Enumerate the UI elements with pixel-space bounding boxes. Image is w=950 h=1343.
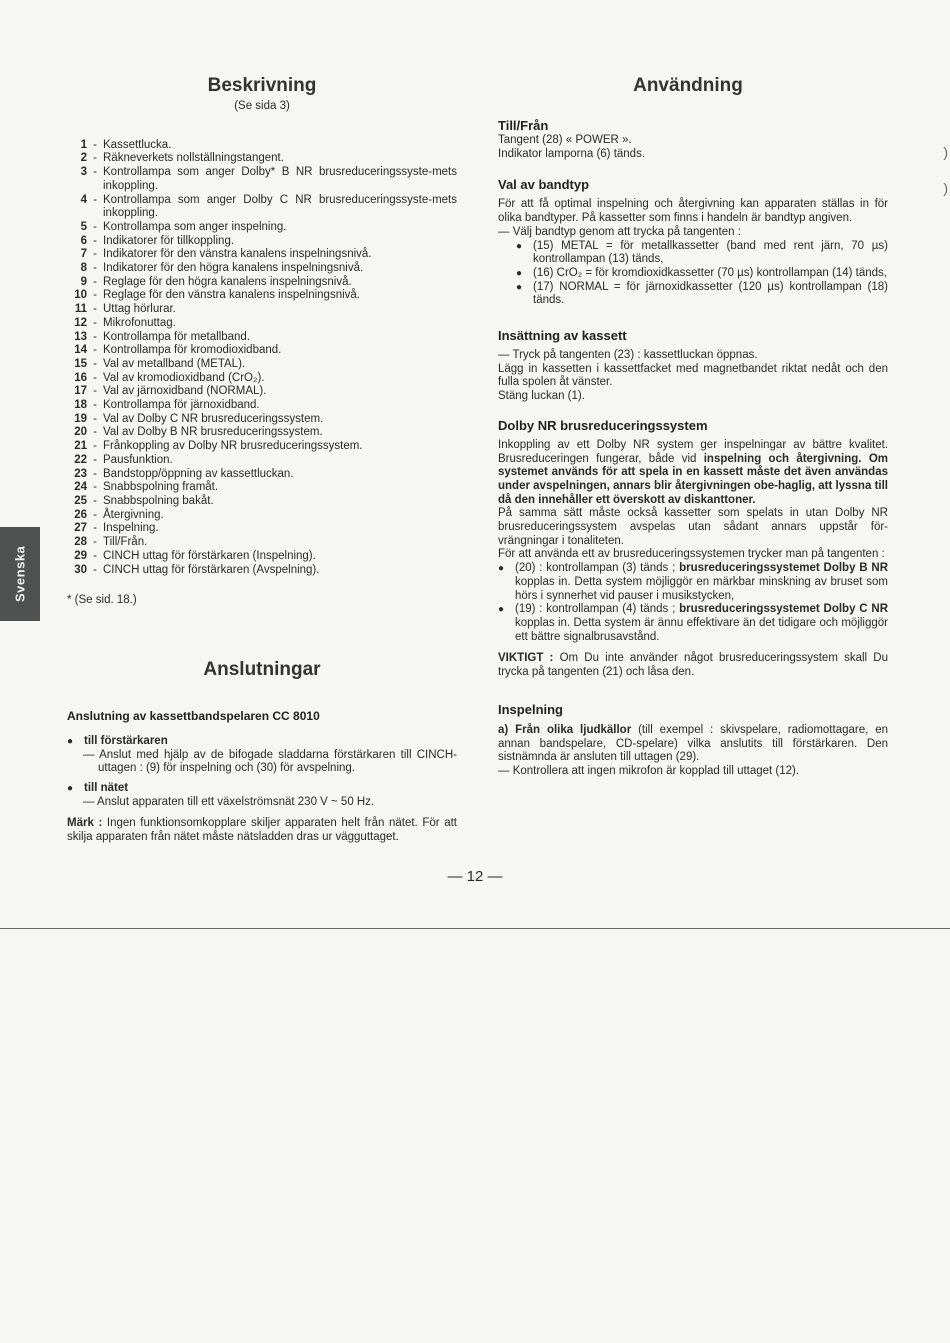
bullet-dot-icon: ● xyxy=(516,240,523,252)
item-text: Pausfunktion. xyxy=(103,453,173,466)
item-text: Kontrollampa för kromodioxidband. xyxy=(103,344,282,357)
item-text: Val av kromodioxidband (CrO₂). xyxy=(103,371,265,384)
beskrivning-subtitle: (Se sida 3) xyxy=(234,100,290,112)
dolby-c-bold: brusreduceringssystemet Dolby C NR xyxy=(679,603,888,616)
list-item xyxy=(67,358,457,372)
item-text: Inspelning. xyxy=(103,522,159,535)
item-number: 26 xyxy=(74,508,87,521)
till-fran-line2: Indikator lamporna (6) tänds. xyxy=(498,147,646,160)
list-item xyxy=(67,440,457,454)
bullet-amplifier-text: — Anslut med hjälp av de bifogade sladdarna förstärkaren till CINCH-uttagen : (9) för inspelning och (30) för avspelning. xyxy=(83,748,457,775)
list-item xyxy=(67,194,457,221)
list-item xyxy=(67,152,457,166)
dolby-p3: För att använda ett av brusreduceringssystemen trycker man på tangenten : xyxy=(498,548,885,561)
kassett-heading: Insättning av kassett xyxy=(498,328,627,344)
bandtyp-heading: Val av bandtyp xyxy=(498,177,590,193)
item-number: 13 xyxy=(74,330,87,343)
item-separator: - xyxy=(93,330,97,343)
page-divider xyxy=(0,928,950,929)
item-number: 11 xyxy=(74,303,87,316)
item-number: 24 xyxy=(74,481,87,494)
item-separator: - xyxy=(93,262,97,275)
list-item xyxy=(67,276,457,290)
till-fran-line1: Tangent (28) « POWER ». xyxy=(498,134,632,146)
note-text: Ingen funktionsomkopplare skiljer apparaten helt från nätet. För att skilja apparaten från nätet måste nätsladden dras ur vägguttaget. xyxy=(67,817,457,844)
item-separator: - xyxy=(93,289,97,302)
list-item xyxy=(67,289,457,303)
list-item xyxy=(67,139,457,153)
kassett-line3: Stäng luckan (1). xyxy=(498,390,585,403)
item-text: Val av järnoxidband (NORMAL). xyxy=(103,385,267,398)
bandtyp-item-text: (16) CrO₂ = för kromdioxidkassetter (70 µs) kontrollampan (14) tänds, xyxy=(533,266,887,279)
dolby-bullet-b xyxy=(498,562,888,603)
viktigt-paragraph xyxy=(498,652,888,679)
dolby-p1-bold: inspelning och återgivning. Om systemet används för att spela in en kassett måste det även användas under avspelningen, annars blir återgivningen obe-haglig, att lyssna till då den innehåller ett överskott av diskanttoner. xyxy=(498,452,888,506)
scan-mark-icon: ) xyxy=(943,180,948,196)
item-text: Mikrofonuttag. xyxy=(103,316,176,329)
item-separator: - xyxy=(93,371,97,384)
item-separator: - xyxy=(93,563,97,576)
item-text: Kontrollampa för metallband. xyxy=(103,330,251,343)
item-number: 15 xyxy=(74,357,87,370)
item-number: 10 xyxy=(74,289,87,302)
item-text: Kontrollampa som anger Dolby* B NR brusreduceringssyste-mets inkoppling. xyxy=(103,166,457,192)
item-number: 12 xyxy=(74,316,87,329)
item-text: CINCH uttag för förstärkaren (Inspelning). xyxy=(103,549,316,562)
left-column xyxy=(67,74,457,845)
item-number: 25 xyxy=(74,494,87,507)
list-item xyxy=(67,426,457,440)
item-number: 20 xyxy=(74,426,87,439)
item-number: 30 xyxy=(74,563,87,576)
component-list xyxy=(67,139,457,578)
bullet-amplifier-title: till förstärkaren xyxy=(84,734,168,747)
item-separator: - xyxy=(93,467,97,480)
language-label: Svenska xyxy=(12,545,28,603)
list-item xyxy=(67,536,457,550)
item-number: 7 xyxy=(80,248,87,261)
list-item xyxy=(67,468,457,482)
list-item xyxy=(67,372,457,386)
bullet-mains-title: till nätet xyxy=(84,782,129,795)
language-side-tab xyxy=(0,527,40,621)
dolby-c-text1: (19) : kontrollampan (4) tänds ; xyxy=(515,603,680,616)
bandtyp-item-text: (15) METAL = för metallkassetter (band med rent järn, 70 µs) kontrollampan (13) tänds, xyxy=(533,239,888,266)
bullet-amplifier xyxy=(67,735,457,749)
item-number: 9 xyxy=(80,275,87,288)
list-item xyxy=(67,262,457,276)
item-text: Snabbspolning bakåt. xyxy=(103,494,214,507)
item-text: Snabbspolning framåt. xyxy=(103,481,219,494)
item-text: Val av metallband (METAL). xyxy=(103,357,246,370)
viktigt-text: Om Du inte använder något brusreduceringssystem skall Du trycka på tangenten (21) och låsa den. xyxy=(498,652,888,679)
item-number: 19 xyxy=(74,412,87,425)
dolby-b-text2: kopplas in. Detta system möjliggör en märkbar minskning av bruset som hörs i synnerhet vid pauser i musikstycken, xyxy=(515,575,888,602)
item-number: 27 xyxy=(74,522,87,535)
item-number: 23 xyxy=(74,467,87,480)
item-text: Bandstopp/öppning av kassettluckan. xyxy=(103,467,294,480)
list-item xyxy=(67,399,457,413)
kassett-line1: — Tryck på tangenten (23) : kassettluckan öppnas. xyxy=(498,349,758,362)
item-text: Kassettlucka. xyxy=(103,138,172,151)
item-separator: - xyxy=(93,303,97,316)
item-separator: - xyxy=(93,399,97,412)
item-number: 14 xyxy=(74,344,87,357)
item-number: 29 xyxy=(74,549,87,562)
item-separator: - xyxy=(93,234,97,247)
inspelning-a-label: a) Från olika ljudkällor xyxy=(498,723,632,736)
inspelning-a-text: (till exempel : skivspelare, radiomottagare, en annan bandspelare, CD-spelare) vilka anslutits till förstärkaren. Den sistnämnda är ansluten till uttagen (29). xyxy=(498,723,889,764)
item-text: Val av Dolby C NR brusreduceringssystem. xyxy=(103,412,324,425)
bandtyp-item xyxy=(498,240,888,267)
item-separator: - xyxy=(93,522,97,535)
item-separator: - xyxy=(93,412,97,425)
item-text: Reglage för den vänstra kanalens inspelningsnivå. xyxy=(103,289,360,302)
anslutningar-title: Anslutningar xyxy=(203,658,321,680)
list-item xyxy=(67,317,457,331)
anslutningar-section xyxy=(67,658,457,845)
item-text: Återgivning. xyxy=(103,508,164,521)
dolby-p1-text: Inkoppling av ett Dolby NR system ger inspelningar av bättre kvalitet. Brusreduceringen fungerar, både vid xyxy=(498,438,888,465)
item-separator: - xyxy=(93,193,97,206)
item-number: 2 xyxy=(80,152,87,165)
item-text: Kontrollampa som anger Dolby C NR brusreduceringssyste-mets inkoppling. xyxy=(103,193,457,220)
item-number: 18 xyxy=(74,399,87,412)
viktigt-label: VIKTIGT : xyxy=(498,652,554,665)
item-separator: - xyxy=(93,275,97,288)
bandtyp-list xyxy=(498,240,888,309)
item-separator: - xyxy=(93,316,97,329)
item-separator: - xyxy=(93,344,97,357)
list-item xyxy=(67,413,457,427)
item-text: Indikatorer för tillkoppling. xyxy=(103,234,235,247)
dolby-b-bold: brusreduceringssystemet Dolby B NR xyxy=(679,562,888,575)
item-number: 1 xyxy=(80,138,87,151)
item-number: 5 xyxy=(80,220,87,233)
till-fran-section xyxy=(498,118,888,161)
item-separator: - xyxy=(93,152,97,165)
item-text: Kontrollampa för järnoxidband. xyxy=(103,399,260,412)
item-text: Kontrollampa som anger inspelning. xyxy=(103,220,287,233)
list-item xyxy=(67,248,457,262)
bullet-mains-text: — Anslut apparaten till ett växelströmsnät 230 V ~ 50 Hz. xyxy=(83,795,375,808)
list-item xyxy=(67,564,457,578)
bullet-dot-icon: ● xyxy=(498,563,505,575)
bandtyp-intro: För att få optimal inspelning och återgivning kan apparaten ställas in för olika bandtyper. På kassetter som finns i handeln är bandtyp angiven. xyxy=(498,198,888,225)
list-item xyxy=(67,509,457,523)
list-item xyxy=(67,454,457,468)
list-item xyxy=(67,522,457,536)
item-text: Frånkoppling av Dolby NR brusreduceringssystem. xyxy=(103,440,363,453)
bullet-mains xyxy=(67,782,457,796)
item-separator: - xyxy=(93,440,97,453)
item-separator: - xyxy=(93,220,97,233)
item-separator: - xyxy=(93,426,97,439)
bandtyp-section xyxy=(498,177,888,308)
bandtyp-item xyxy=(498,267,888,281)
item-number: 17 xyxy=(74,385,87,398)
note-paragraph xyxy=(67,817,457,844)
item-separator: - xyxy=(93,508,97,521)
item-separator: - xyxy=(93,248,97,261)
list-item xyxy=(67,385,457,399)
beskrivning-section xyxy=(67,74,457,608)
list-item xyxy=(67,550,457,564)
list-item xyxy=(67,495,457,509)
item-text: Val av Dolby B NR brusreduceringssystem. xyxy=(103,426,323,439)
item-number: 4 xyxy=(80,193,87,206)
item-separator: - xyxy=(93,357,97,370)
bullet-dot-icon: ● xyxy=(67,735,74,747)
dolby-p1 xyxy=(498,439,888,508)
anslutningar-heading: Anslutning av kassettbandspelaren CC 8010 xyxy=(67,708,320,723)
inspelning-section xyxy=(498,702,888,779)
item-text: Till/Från. xyxy=(103,536,148,549)
bandtyp-item xyxy=(498,281,888,308)
bullet-dot-icon: ● xyxy=(516,281,523,293)
item-separator: - xyxy=(93,549,97,562)
item-text: Indikatorer för den högra kanalens inspelningsnivå. xyxy=(103,262,364,275)
item-text: CINCH uttag för förstärkaren (Avspelning). xyxy=(103,563,320,576)
list-item xyxy=(67,166,457,193)
item-text: Räkneverkets nollställningstangent. xyxy=(103,152,284,165)
list-item xyxy=(67,221,457,235)
item-number: 21 xyxy=(74,440,87,453)
list-item xyxy=(67,303,457,317)
item-number: 3 xyxy=(80,166,87,179)
kassett-section xyxy=(498,328,888,404)
dolby-p2: På samma sätt måste också kassetter som spelats in utan Dolby NR brusreduceringssystem avspelas utan sådant annars uppstår för-vrängningar i tonaliteten. xyxy=(498,507,888,547)
list-item xyxy=(67,344,457,358)
anvandning-title: Användning xyxy=(633,75,743,96)
list-item xyxy=(67,235,457,249)
item-separator: - xyxy=(93,166,97,179)
item-text: Indikatorer för den vänstra kanalens inspelningsnivå. xyxy=(103,248,372,261)
item-number: 6 xyxy=(80,234,87,247)
bandtyp-dash: — Välj bandtyp genom att trycka på tangenten : xyxy=(498,225,741,238)
list-item xyxy=(67,481,457,495)
bullet-dot-icon: ● xyxy=(516,267,523,279)
item-text: Reglage för den högra kanalens inspelningsnivå. xyxy=(103,275,352,288)
kassett-line2: Lägg in kassetten i kassettfacket med magnetbandet riktat nedåt och den fulla spolen åt vänster. xyxy=(498,362,888,389)
scan-mark-icon: ) xyxy=(943,144,948,160)
dolby-b-text1: (20) : kontrollampan (3) tänds ; xyxy=(515,562,680,575)
dolby-heading: Dolby NR brusreduceringssystem xyxy=(498,417,708,433)
item-separator: - xyxy=(93,385,97,398)
item-number: 28 xyxy=(74,536,87,549)
dolby-c-text2: kopplas in. Detta system är ännu effektivare än det tidigare och möjliggör ett bättre signalbrusavstånd. xyxy=(515,616,888,643)
bullet-dot-icon: ● xyxy=(498,604,505,616)
bullet-dot-icon: ● xyxy=(67,783,74,795)
item-number: 8 xyxy=(80,262,87,275)
right-column xyxy=(498,74,888,779)
dolby-section xyxy=(498,418,888,680)
list-item xyxy=(67,331,457,345)
bandtyp-item-text: (17) NORMAL = för järnoxidkassetter (120 µs) kontrollampan (18) tänds. xyxy=(533,280,888,307)
item-number: 16 xyxy=(74,371,87,384)
item-text: Uttag hörlurar. xyxy=(103,303,176,316)
dolby-bullet-c xyxy=(498,603,888,644)
beskrivning-title: Beskrivning xyxy=(207,75,317,96)
inspelning-heading: Inspelning xyxy=(498,701,563,717)
item-separator: - xyxy=(93,494,97,507)
item-separator: - xyxy=(93,536,97,549)
footnote: * (Se sid. 18.) xyxy=(67,594,137,607)
note-label: Märk : xyxy=(67,817,103,830)
item-separator: - xyxy=(93,481,97,494)
till-fran-heading: Till/Från xyxy=(498,118,549,133)
item-separator: - xyxy=(93,138,97,151)
item-number: 22 xyxy=(74,453,87,466)
page-number: — 12 — xyxy=(447,868,503,885)
inspelning-dash: — Kontrollera att ingen mikrofon är kopplad till uttaget (12). xyxy=(498,764,800,777)
item-separator: - xyxy=(93,453,97,466)
inspelning-a xyxy=(498,724,888,765)
